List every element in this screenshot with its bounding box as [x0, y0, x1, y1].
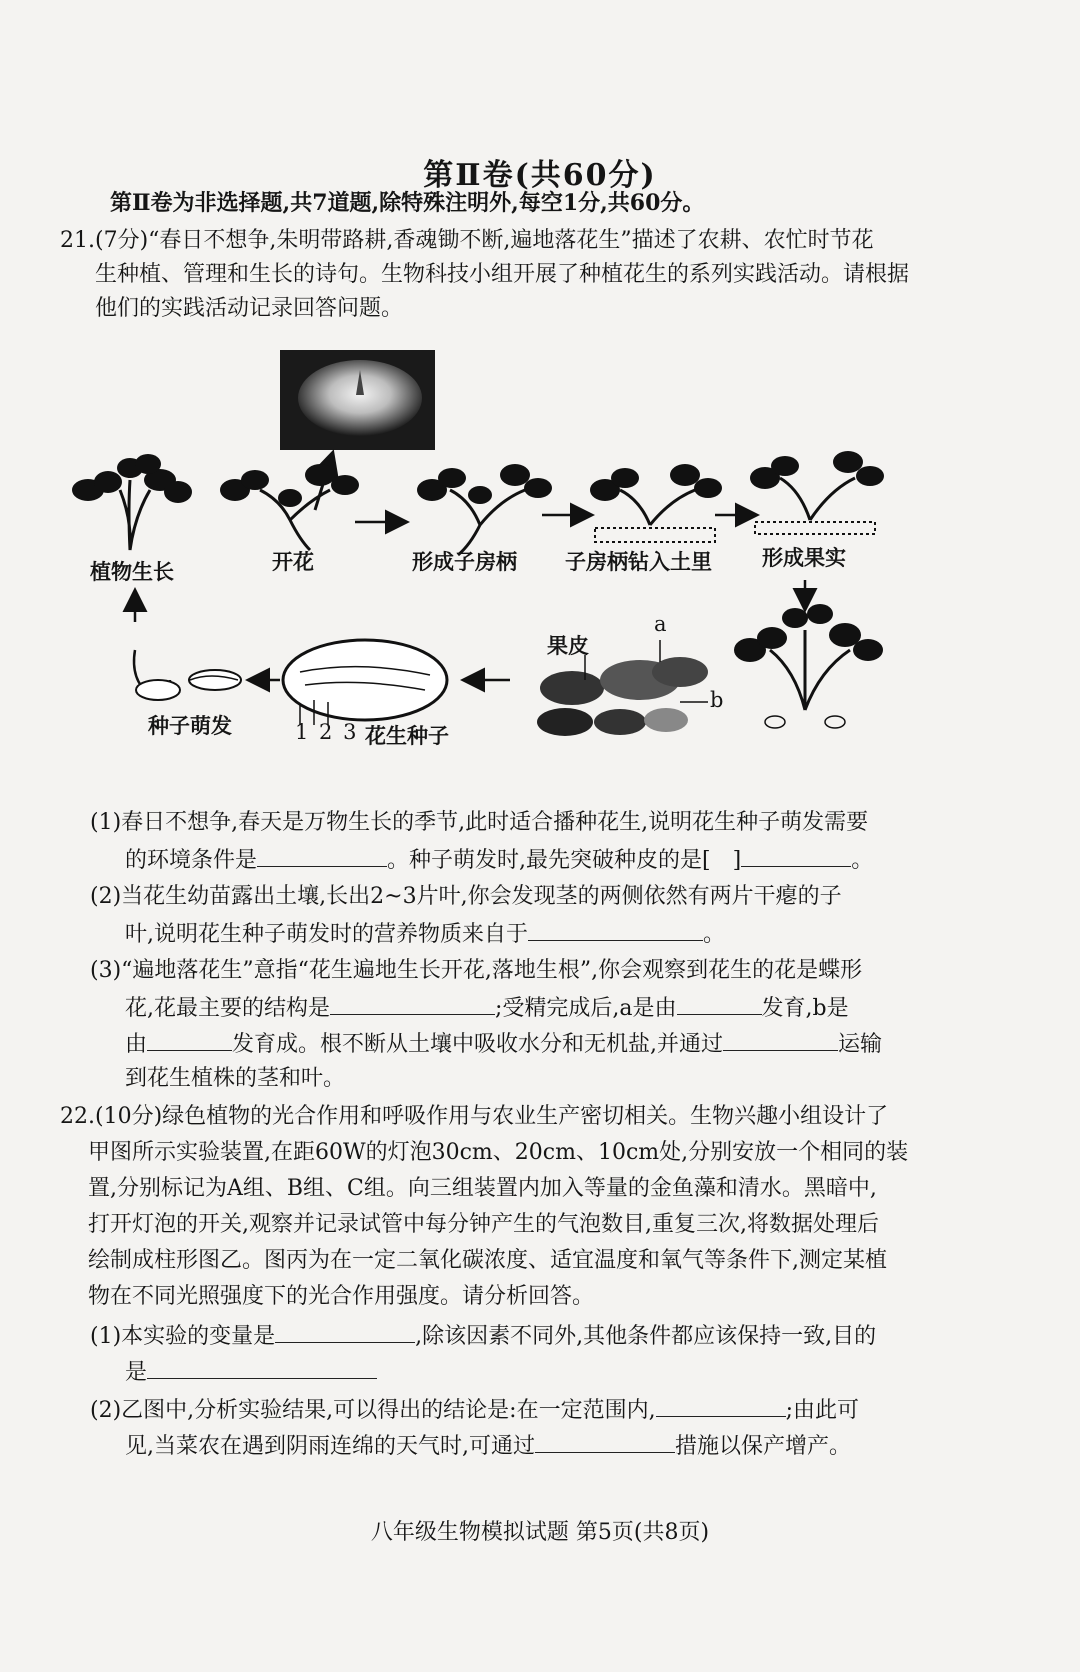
q22-line-6: 物在不同光照强度下的光合作用强度。请分析回答。 [88, 1284, 595, 1309]
answer-blank[interactable] [147, 1356, 377, 1379]
q21-p3-line-4: 到花生植株的茎和叶。 [125, 1066, 346, 1091]
germinating-seed-illustration [134, 650, 241, 700]
answer-blank[interactable] [656, 1394, 786, 1417]
label-plant-growth: 植物生长 [90, 559, 174, 584]
flowering-illustration [220, 464, 359, 550]
q21-p3-line-3: 由 发育成。根不断从土壤中吸收水分和无机盐,并通过 运输 [125, 1028, 882, 1060]
q22-p2-line-2: 见,当菜农在遇到阴雨连绵的天气时,可通过 措施以保产增产。 [125, 1430, 851, 1462]
answer-blank[interactable] [147, 1028, 232, 1051]
ovary-stalk-illustration [417, 464, 552, 555]
q22-line-1: 22.(10分)绿色植物的光合作用和呼吸作用与农业生产密切相关。生物兴趣小组设计了 [60, 1104, 889, 1129]
into-soil-illustration [590, 464, 722, 542]
answer-blank[interactable] [535, 1430, 675, 1453]
answer-blank[interactable] [723, 1028, 838, 1051]
label-ovary-stalk: 形成子房柄 [412, 549, 517, 574]
label-seed: 花生种子 [365, 723, 449, 748]
q21-line-1: 21.(7分)“春日不想争,朱明带路耕,香魂锄不断,遍地落花生”描述了农耕、农忙时节花 [60, 228, 874, 253]
q21-p3-line-2: 花,花最主要的结构是 ;受精完成后,a是由 发育,b是 [125, 992, 849, 1024]
section-intro: 第Ⅱ卷为非选择题,共7道题,除特殊注明外,每空1分,共60分。 [110, 190, 705, 216]
fruit-forming-illustration [750, 451, 884, 534]
q21-line-2: 生种植、管理和生长的诗句。生物科技小组开展了种植花生的系列实践活动。请根据 [95, 262, 910, 287]
q22-p1-line-2: 是 [125, 1356, 377, 1388]
mature-plant-illustration [734, 604, 883, 728]
label-germination: 种子萌发 [148, 713, 232, 738]
q21-p1-line-1: (1)春日不想争,春天是万物生长的季节,此时适合播种花生,说明花生种子萌发需要 [90, 810, 869, 835]
label-a: a [654, 612, 667, 636]
peanut-seed-illustration [283, 640, 447, 725]
q21-line-3: 他们的实践活动记录回答问题。 [95, 296, 404, 321]
label-seed-parts: 1 2 3 [295, 720, 359, 744]
section-title: 第Ⅱ卷(共60分) [423, 158, 657, 193]
label-flowering: 开花 [272, 549, 314, 574]
label-fruit: 形成果实 [762, 545, 846, 570]
q22-line-5: 绘制成柱形图乙。图丙为在一定二氧化碳浓度、适宜温度和氧气等条件下,测定某植 [88, 1248, 887, 1273]
q22-line-2: 甲图所示实验装置,在距60W的灯泡30cm、20cm、10cm处,分别安放一个相同的装 [88, 1140, 909, 1165]
peanut-lifecycle-figure [60, 350, 1020, 800]
q22-line-4: 打开灯泡的开关,观察并记录试管中每分钟产生的气泡数目,重复三次,将数据处理后 [88, 1212, 879, 1237]
answer-blank[interactable] [741, 844, 851, 867]
answer-blank[interactable] [257, 844, 387, 867]
answer-blank[interactable] [677, 992, 762, 1015]
q21-p2-line-2: 叶,说明花生种子萌发时的营养物质来自于 。 [125, 918, 725, 950]
label-b: b [710, 688, 724, 712]
answer-blank[interactable] [528, 918, 703, 941]
q22-p1-line-1: (1)本实验的变量是 ,除该因素不同外,其他条件都应该保持一致,目的 [90, 1320, 876, 1352]
answer-blank[interactable] [330, 992, 495, 1015]
q21-p2-line-1: (2)当花生幼苗露出土壤,长出2~3片叶,你会发现茎的两侧依然有两片干瘪的子 [90, 884, 842, 909]
page-footer: 八年级生物模拟试题 第5页(共8页) [370, 1520, 710, 1545]
label-pericarp: 果皮 [547, 633, 589, 658]
q22-p2-line-1: (2)乙图中,分析实验结果,可以得出的结论是:在一定范围内, ;由此可 [90, 1394, 859, 1426]
q21-p3-line-1: (3)“遍地落花生”意指“花生遍地生长开花,落地生根”,你会观察到花生的花是蝶形 [90, 958, 863, 983]
q21-p1-line-2: 的环境条件是 。种子萌发时,最先突破种皮的是[ ] 。 [125, 844, 873, 876]
q22-line-3: 置,分别标记为A组、B组、C组。向三组装置内加入等量的金鱼藻和清水。黑暗中, [88, 1176, 877, 1201]
answer-blank[interactable] [275, 1320, 415, 1343]
label-into-soil: 子房柄钻入土里 [565, 549, 712, 574]
plant-growth-illustration [72, 454, 192, 550]
